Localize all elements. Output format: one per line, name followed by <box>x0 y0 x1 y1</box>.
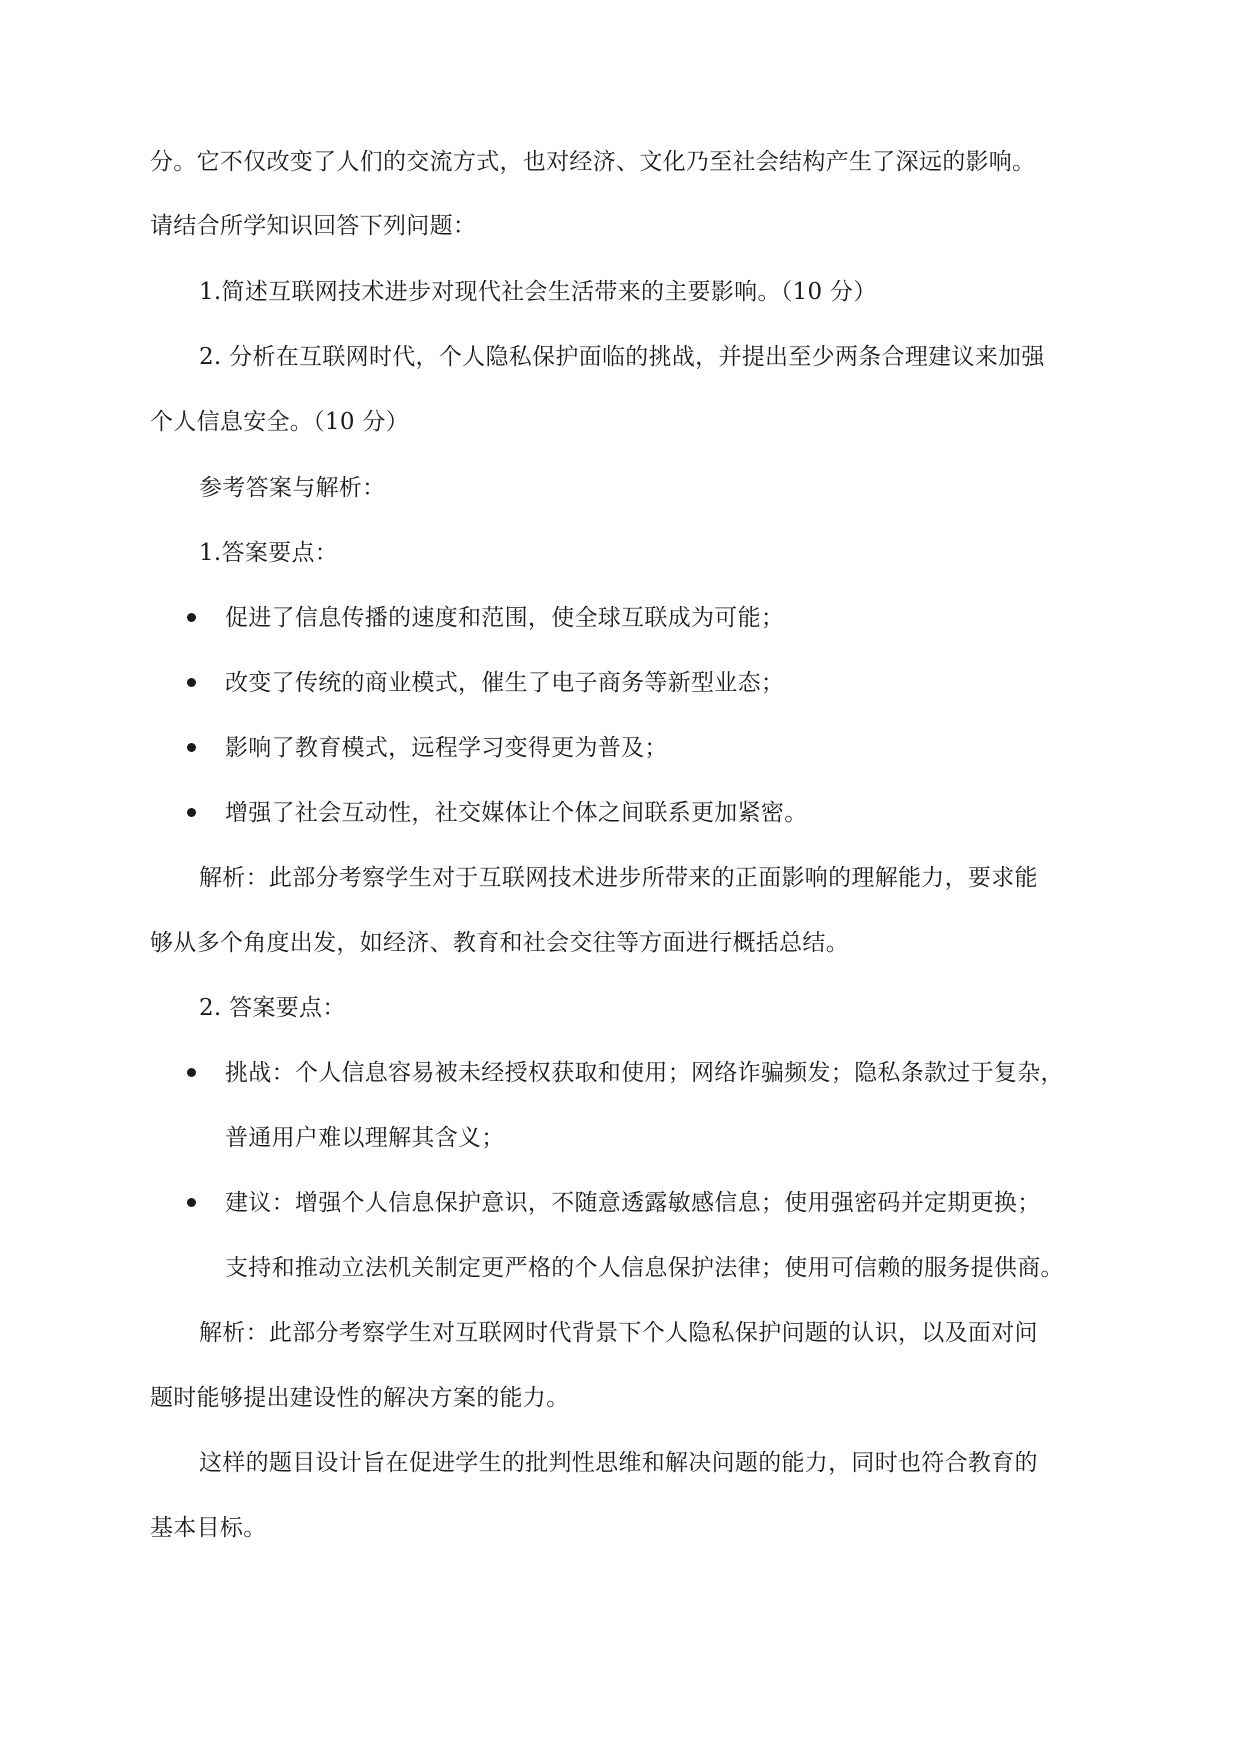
answer-2-challenge-line-2: 普通用户难以理解其含义； <box>225 1125 505 1151</box>
intro-line-2: 请结合所学知识回答下列问题： <box>150 213 477 239</box>
answer-1-point-2: 改变了传统的商业模式，催生了电子商务等新型业态； <box>225 670 785 696</box>
question-1: 1.简述互联网技术进步对现代社会生活带来的主要影响。（10 分） <box>199 279 877 305</box>
question-2-line-1: 2. 分析在互联网时代，个人隐私保护面临的挑战，并提出至少两条合理建议来加强 <box>199 344 1045 370</box>
answer-1-analysis-line-1: 解析：此部分考察学生对于互联网技术进步所带来的正面影响的理解能力，要求能 <box>199 865 1038 891</box>
intro-line-1: 分。它不仅改变了人们的交流方式，也对经济、文化乃至社会结构产生了深远的影响。 <box>150 149 1036 175</box>
bullet-icon <box>187 678 196 687</box>
answer-1-point-1: 促进了信息传播的速度和范围，使全球互联成为可能； <box>225 605 785 631</box>
answer-1-point-3: 影响了教育模式，远程学习变得更为普及； <box>225 735 668 761</box>
answer-1-point-4: 增强了社会互动性，社交媒体让个体之间联系更加紧密。 <box>225 800 808 826</box>
answer-1-heading: 1.答案要点： <box>199 540 339 566</box>
bullet-icon <box>187 1198 196 1207</box>
answer-2-analysis-line-1: 解析：此部分考察学生对互联网时代背景下个人隐私保护问题的认识，以及面对问 <box>199 1320 1038 1346</box>
bullet-icon <box>187 808 196 817</box>
answer-2-suggestion-line-1: 建议：增强个人信息保护意识，不随意透露敏感信息；使用强密码并定期更换； <box>225 1190 1041 1216</box>
answer-1-analysis-line-2: 够从多个角度出发，如经济、教育和社会交往等方面进行概括总结。 <box>150 930 849 956</box>
answer-2-suggestion-line-2: 支持和推动立法机关制定更严格的个人信息保护法律；使用可信赖的服务提供商。 <box>225 1255 1064 1281</box>
bullet-icon <box>187 613 196 622</box>
answer-2-analysis-line-2: 题时能够提出建设性的解决方案的能力。 <box>150 1385 570 1411</box>
bullet-icon <box>187 743 196 752</box>
bullet-icon <box>187 1068 196 1077</box>
question-2-line-2: 个人信息安全。（10 分） <box>150 409 409 435</box>
closing-line-2: 基本目标。 <box>150 1515 267 1541</box>
answer-2-heading: 2. 答案要点： <box>199 995 346 1021</box>
answer-2-challenge-line-1: 挑战：个人信息容易被未经授权获取和使用；网络诈骗频发；隐私条款过于复杂， <box>225 1060 1064 1086</box>
answers-heading: 参考答案与解析： <box>199 475 386 501</box>
closing-line-1: 这样的题目设计旨在促进学生的批判性思维和解决问题的能力，同时也符合教育的 <box>199 1450 1038 1476</box>
